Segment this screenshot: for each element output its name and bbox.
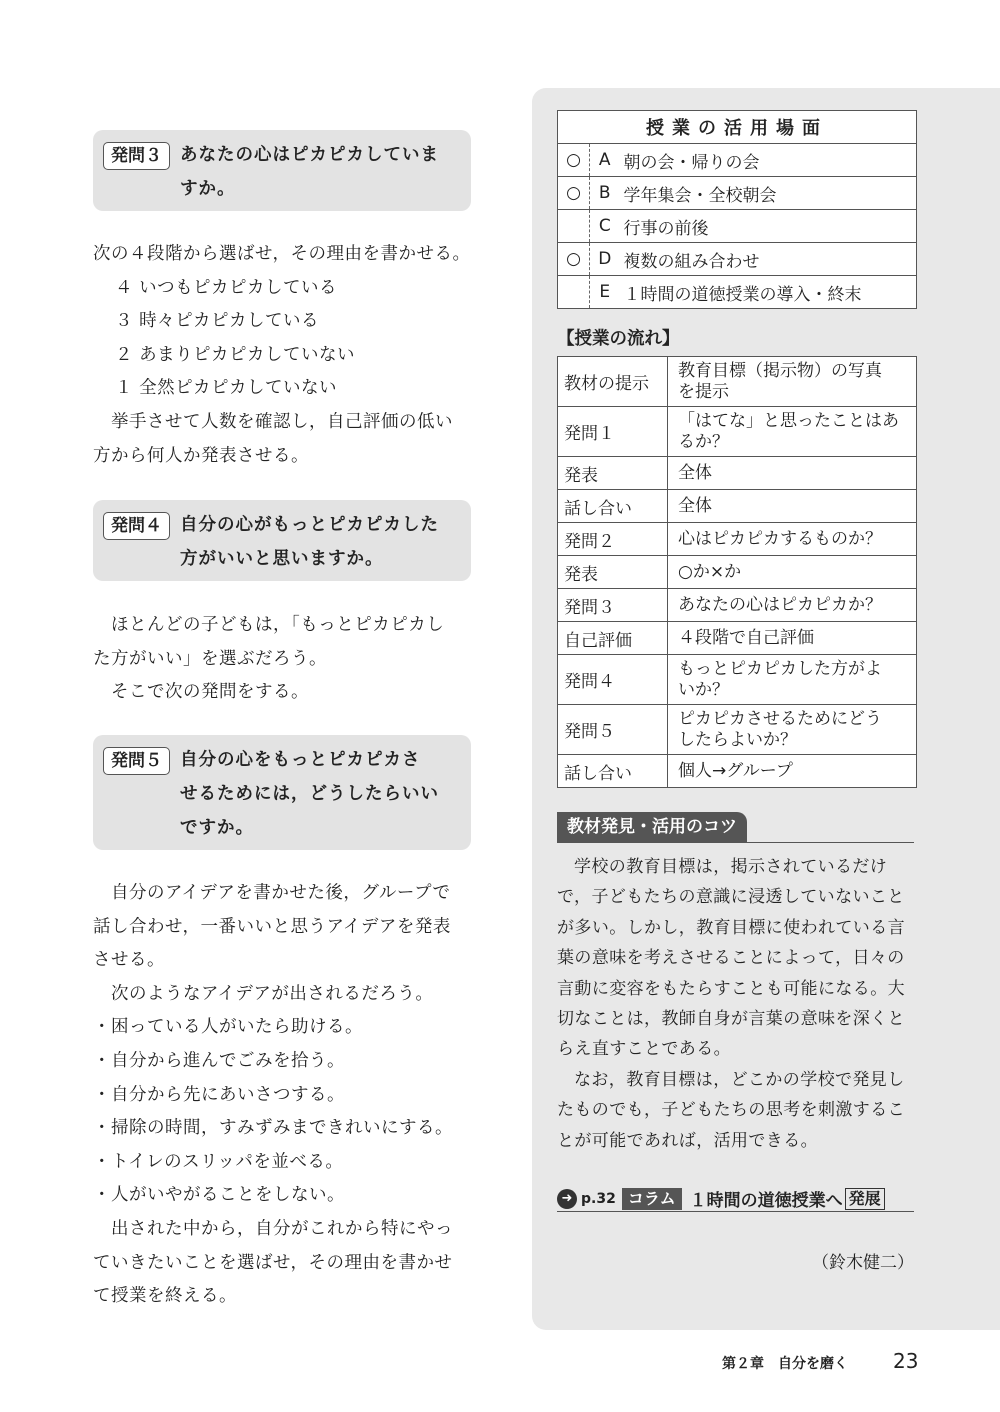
list-item: ・掃除の時間，すみずみまできれいにする。	[93, 1118, 453, 1139]
question-4-text: 自分の心がもっとピカピカした 方がいいと思いますか。	[180, 515, 439, 569]
development-tag: 発展	[845, 1188, 885, 1210]
table-row: 話し合い 全体	[558, 490, 917, 523]
table-row: ○ D 複数の組み合わせ	[558, 243, 917, 276]
tips-header	[557, 812, 757, 842]
list-item: ・困っている人がいたら助ける。	[93, 1017, 363, 1038]
author-name: （鈴木健二）	[812, 1253, 914, 1273]
tips-divider	[557, 842, 914, 843]
list-item: ・自分から進んでごみを拾う。	[93, 1050, 345, 1071]
question-3-label: 発問３	[103, 142, 170, 170]
table-row: C 行事の前後	[558, 210, 917, 243]
paragraph-1: 次の４段階から選ばせ，その理由を書かせる。 ４ いつもピカピカしている ３ 時々ピカピカしている ２ あまりピカピカしていない １ 全然ピカピカしていない 挙手させて人数を確認し，自己評価の低い 方から何人か発表させる。	[93, 238, 473, 473]
question-3-text: あなたの心はピカピカしていま すか。	[180, 145, 439, 199]
question-4-box	[93, 500, 471, 581]
question-5-label: 発問５	[103, 747, 170, 775]
option-3: ３ 時々ピカピカしている	[115, 311, 320, 332]
lesson-flow-table	[557, 356, 917, 788]
option-2: ２ あまりピカピカしていない	[115, 344, 356, 365]
tips-text: 学校の教育目標は，掲示されているだけで，子どもたちの意識に浸透していないことが多い。しかし，教育目標に使われている言葉の意味を考えさせることによって，日々の言動に変容をもたらすことも可能になる。大切なことは，教師自身が言葉の意味を深くとらえ直すことである。 なお，教育目標は，どこかの学校で発見したものでも，子どもたちの思考を刺激することが可能であれば，活用できる。	[557, 857, 906, 1151]
table-row: 発問５ ピカピカさせるためにどう したらよいか？	[558, 705, 917, 755]
table-row: ○ A 朝の会・帰りの会	[558, 144, 917, 177]
page-number: 23	[893, 1349, 919, 1373]
list-item: ・人がいやがることをしない。	[93, 1185, 345, 1206]
question-4-label: 発問４	[103, 512, 170, 540]
column-badge: コラム	[622, 1188, 682, 1210]
table-row: 話し合い 個人→グループ	[558, 755, 917, 788]
column-reference-link[interactable]	[557, 1186, 914, 1212]
paragraph-3: 自分のアイデアを書かせた後，グループで 話し合わせ，一番いいと思うアイデアを発表 させる。 次のようなアイデアが出されるだろう。 ・困っている人がいたら助ける。 ・自分から進んでごみを拾う。 ・自分から先にあいさつする。 ・掃除の時間，すみずみまできれいにする。 ・トイレのスリッパを並べる。 ・人がいやがることをしない。 出された中から，自分がこれから特にやっ ていきたいことを選ばせ，その理由を書かせ て授業を終える。	[93, 877, 473, 1314]
option-1: １ 全然ピカピカしていない	[115, 378, 338, 399]
list-item: ・自分から先にあいさつする。	[93, 1084, 345, 1105]
reference-page: p.32	[581, 1190, 616, 1207]
table-row: E １時間の道徳授業の導入・終末	[558, 276, 917, 309]
table-row: ○ B 学年集会・全校朝会	[558, 177, 917, 210]
paragraph-2: ほとんどの子どもは，「もっとピカピカし た方がいい」を選ぶだろう。 そこで次の発問をする。	[93, 615, 445, 703]
tips-label: 教材発見・活用のコツ	[557, 812, 747, 842]
table-row: 発表 全体	[558, 457, 917, 490]
table-row: 発問２ 心はピカピカするものか？	[558, 523, 917, 556]
question-5-text: 自分の心をもっとピカピカさ せるためには，どうしたらいい ですか。	[180, 750, 439, 838]
option-4: ４ いつもピカピカしている	[115, 277, 338, 298]
table-row	[558, 111, 917, 144]
list-item: ・トイレのスリッパを並べる。	[93, 1151, 344, 1172]
table-row: 発表 ○か×か	[558, 556, 917, 589]
table-row: 発問４ もっとピカピカした方がよ いか？	[558, 655, 917, 705]
arrow-right-icon: ➜	[557, 1189, 577, 1209]
question-3-box	[93, 130, 471, 211]
table-row: 発問３ あなたの心はピカピカか？	[558, 589, 917, 622]
table-row: 発問１ 「はてな」と思ったことはあ るか？	[558, 407, 917, 457]
table-row: 自己評価 ４段階で自己評価	[558, 622, 917, 655]
table-row: 教材の提示 教育目標（掲示物）の写真 を提示	[558, 357, 917, 407]
usage-scene-table	[557, 110, 917, 309]
reference-title: １時間の道徳授業へ	[689, 1191, 843, 1211]
footer-chapter: 第２章 自分を磨く	[722, 1356, 848, 1372]
question-5-box	[93, 735, 471, 850]
usage-scene-title: 授業の活用場面	[558, 111, 917, 144]
lesson-flow-heading: 【授業の流れ】	[557, 329, 680, 349]
